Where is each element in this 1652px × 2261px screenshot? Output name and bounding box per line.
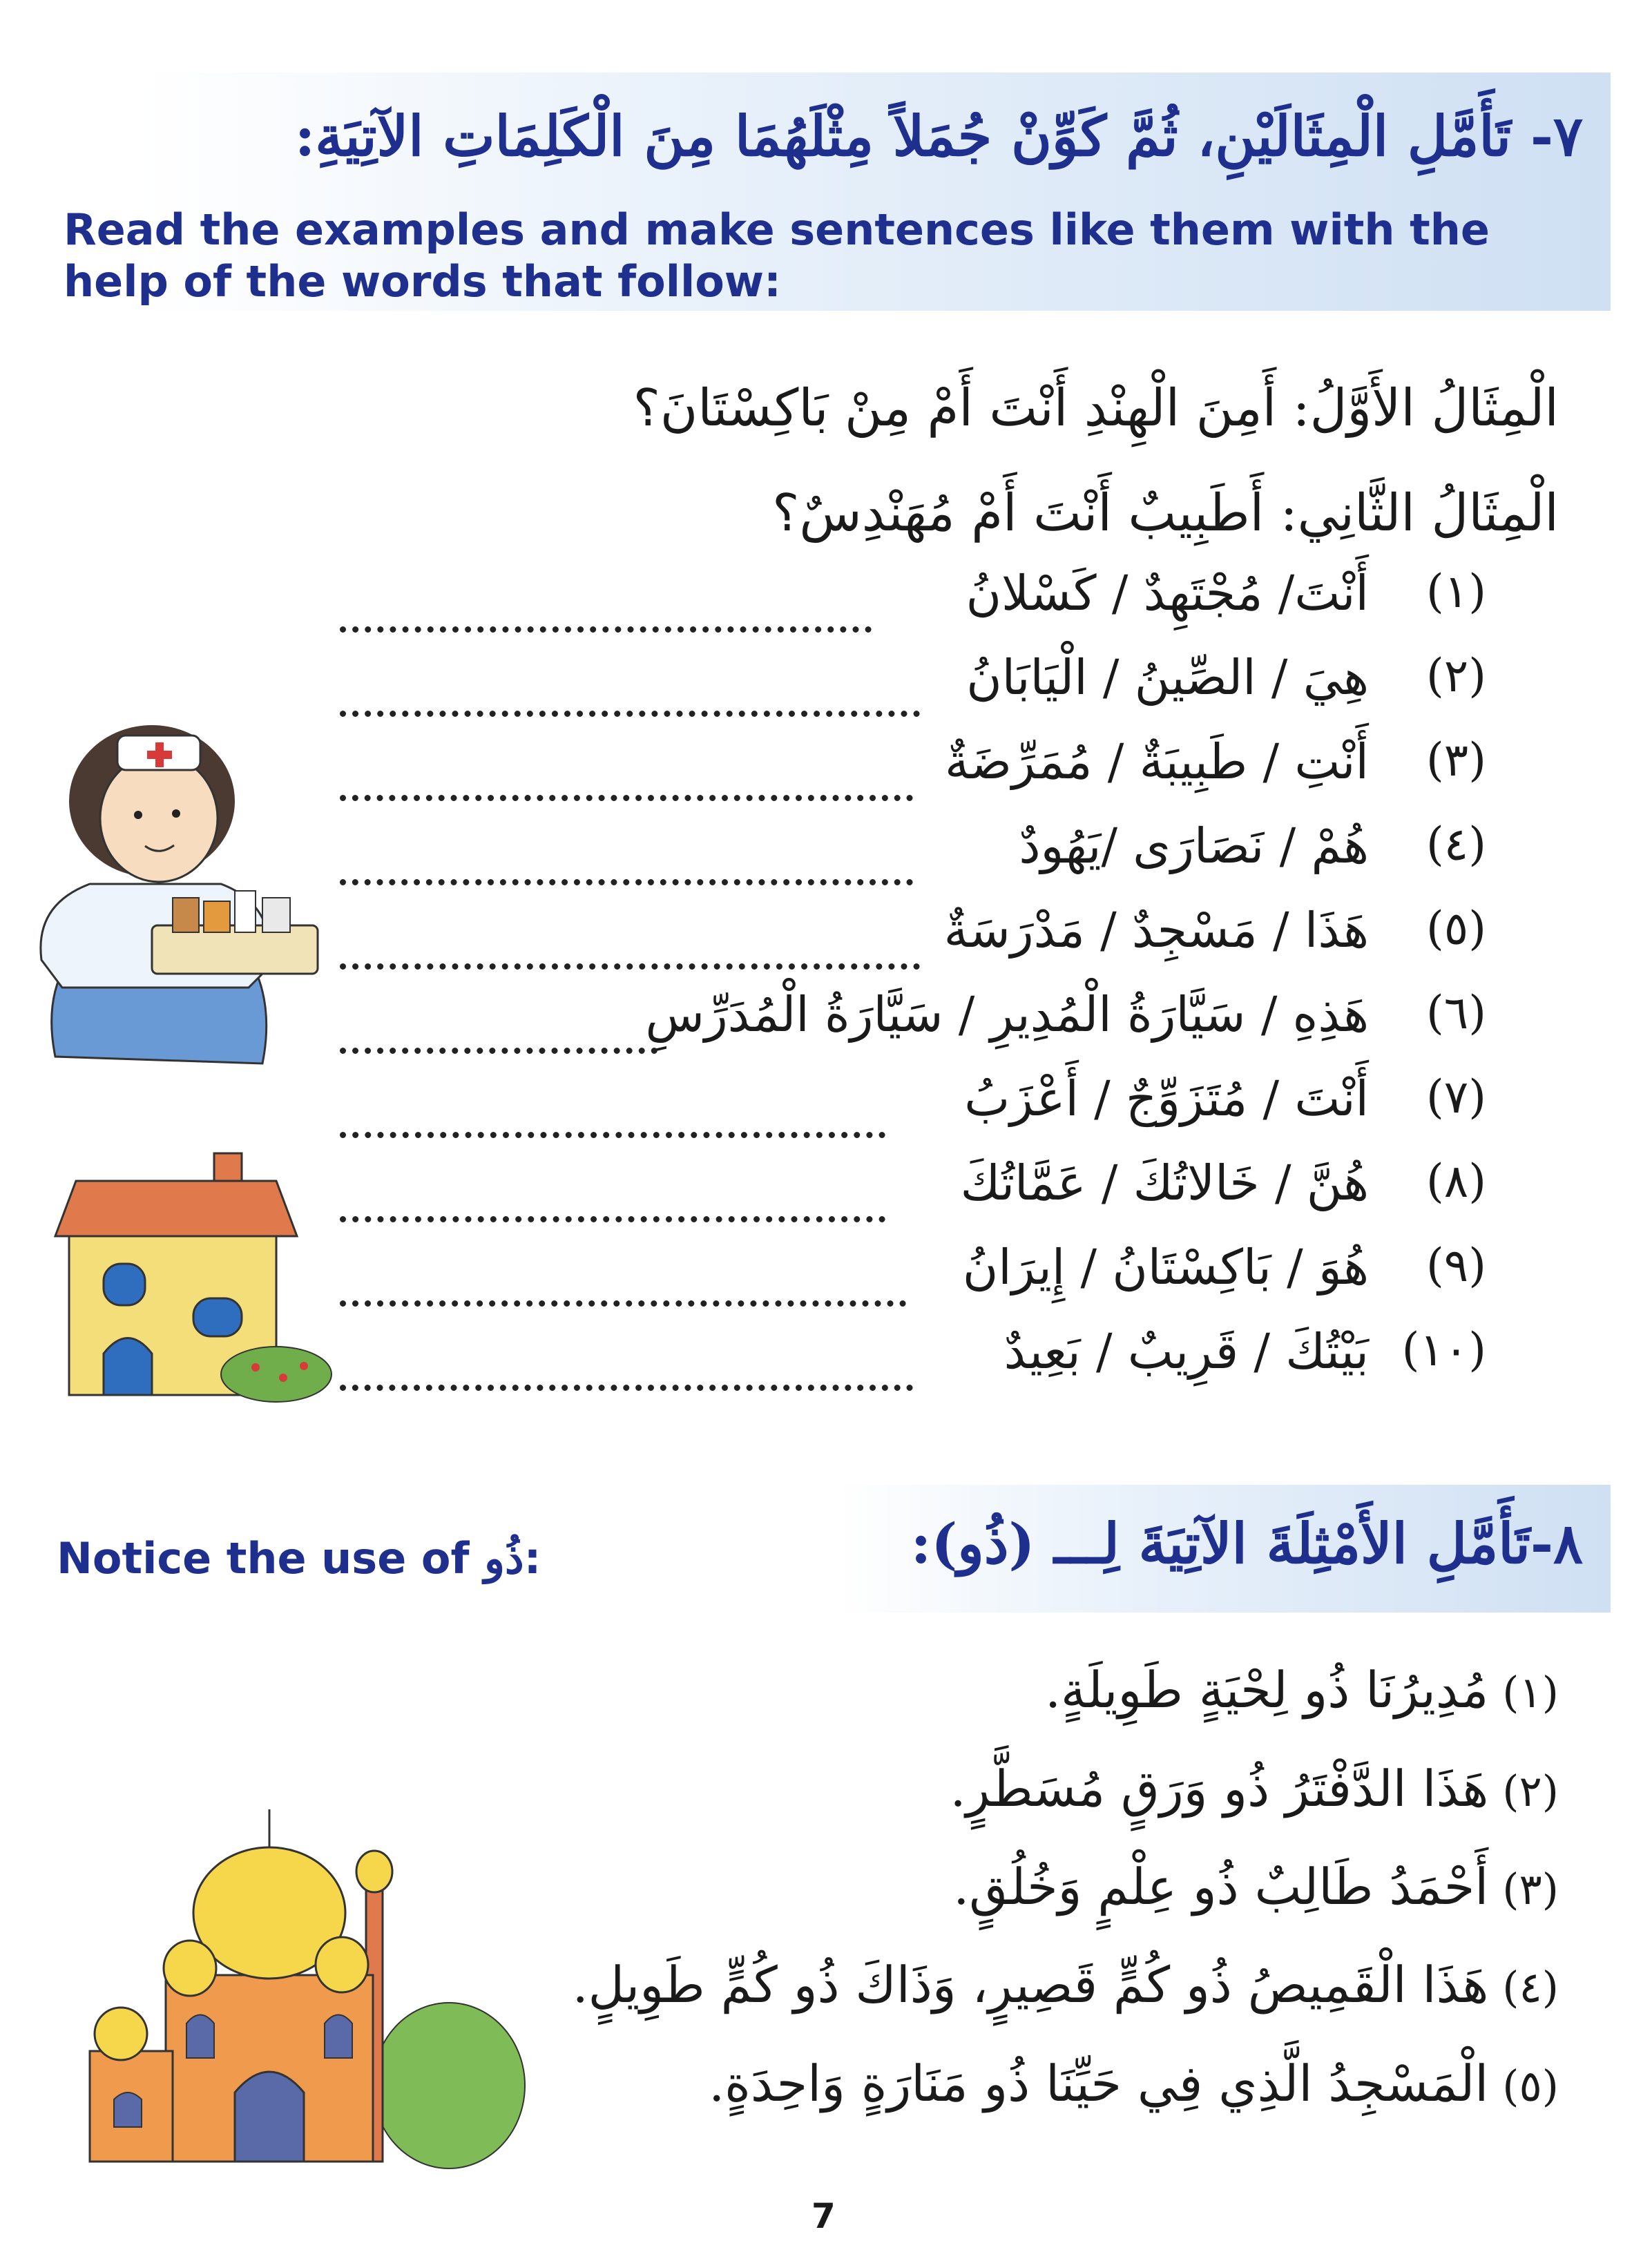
example-sentence xyxy=(1045,1661,1559,1719)
item-number: (٦) xyxy=(1426,986,1486,1039)
sentence-number: (٢) xyxy=(1502,1766,1559,1816)
sentence-number: (٣) xyxy=(1502,1864,1559,1914)
exercise7-heading: ٧- تَأَمَّلِ الْمِثَالَيْنِ، ثُمَّ كَوِّنْ جُمَلاً مِثْلَهُمَا مِنَ الْكَلِمَاتِ الآتِيَةِ: xyxy=(294,104,1583,169)
answer-line[interactable] xyxy=(340,1385,913,1391)
item-words: أَنْتَ / مُتَزَوِّجٌ / أَعْزَبُ xyxy=(964,1070,1369,1127)
example-sentence xyxy=(709,2055,1559,2113)
exercise-item xyxy=(340,733,1486,816)
exercise-item xyxy=(340,902,1486,985)
exercise7-instruction: Read the examples and make sentences like them with the help of the words that follow: xyxy=(64,204,1490,307)
sentence-number: (١) xyxy=(1502,1667,1559,1718)
exercise-item xyxy=(340,1155,1486,1238)
sentence-text: هَذَا الدَّفْتَرُ ذُو وَرَقٍ مُسَطَّرٍ. xyxy=(950,1760,1489,1818)
answer-line[interactable] xyxy=(340,963,920,970)
example-2: الْمِثَالُ الثَّانِي: أَطَبِيبٌ أَنْتَ أَمْ مُهَنْدِسٌ؟ xyxy=(772,483,1559,543)
example-sentence xyxy=(950,1760,1559,1818)
exercise-item xyxy=(340,1323,1486,1406)
answer-line[interactable] xyxy=(340,711,920,717)
item-words: هَذَا / مَسْجِدٌ / مَدْرَسَةٌ xyxy=(943,902,1369,959)
item-number: (٣) xyxy=(1426,733,1486,787)
notice-word: ذُو xyxy=(484,1533,524,1584)
mosque-illustration xyxy=(62,1796,532,2182)
example-sentence xyxy=(573,1956,1559,2014)
sentence-text: هَذَا الْقَمِيصُ ذُو كُمٍّ قَصِيرٍ، وَذَاكَ ذُو كُمٍّ طَوِيلٍ. xyxy=(572,1956,1489,2014)
exercise-item xyxy=(340,565,1486,648)
exercise8-notice xyxy=(57,1533,541,1584)
item-words: أَنْتِ / طَبِيبَةٌ / مُمَرِّضَةٌ xyxy=(944,733,1369,790)
item-number: (١٠) xyxy=(1401,1323,1486,1376)
answer-line[interactable] xyxy=(340,1048,657,1054)
item-words: بَيْتُكَ / قَرِيبٌ / بَعِيدٌ xyxy=(1003,1323,1369,1380)
sentence-number: (٥) xyxy=(1502,2061,1559,2111)
item-number: (٤) xyxy=(1426,818,1486,871)
exercise-item xyxy=(340,818,1486,901)
notice-colon: : xyxy=(524,1533,541,1584)
item-number: (٧) xyxy=(1426,1070,1486,1124)
answer-line[interactable] xyxy=(340,879,913,885)
house-illustration xyxy=(48,1146,338,1409)
exercise-item xyxy=(340,986,1486,1069)
notice-text: Notice the use of xyxy=(57,1533,485,1584)
exercise-item xyxy=(340,1070,1486,1153)
example-sentence xyxy=(953,1858,1559,1916)
item-number: (٩) xyxy=(1426,1239,1486,1292)
item-words: هِيَ / الصِّينُ / الْيَابَانُ xyxy=(966,649,1369,706)
answer-line[interactable] xyxy=(340,626,872,633)
answer-line[interactable] xyxy=(340,795,913,801)
item-number: (١) xyxy=(1426,565,1486,618)
item-number: (٢) xyxy=(1426,649,1486,702)
sentence-number: (٤) xyxy=(1502,1962,1559,2012)
item-words: هُنَّ / خَالاتُكَ / عَمَّاتُكَ xyxy=(960,1155,1369,1211)
item-words: أَنْتَ/ مُجْتَهِدٌ / كَسْلانُ xyxy=(966,565,1369,622)
item-words: هُمْ / نَصَارَى /يَهُودٌ xyxy=(1019,818,1369,874)
answer-line[interactable] xyxy=(340,1300,906,1307)
item-words: هَذِهِ / سَيَّارَةُ الْمُدِيرِ / سَيَّارَةُ الْمُدَرِّسِ xyxy=(645,986,1369,1043)
sentence-text: مُدِيرُنَا ذُو لِحْيَةٍ طَوِيلَةٍ. xyxy=(1045,1661,1489,1719)
exercise-item xyxy=(340,649,1486,732)
nurse-illustration xyxy=(14,697,338,1084)
sentence-text: الْمَسْجِدُ الَّذِي فِي حَيِّنَا ذُو مَنَارَةٍ وَاحِدَةٍ. xyxy=(709,2055,1489,2113)
answer-line[interactable] xyxy=(340,1132,885,1138)
answer-line[interactable] xyxy=(340,1216,885,1222)
sentence-text: أَحْمَدُ طَالِبٌ ذُو عِلْمٍ وَخُلُقٍ. xyxy=(953,1858,1489,1916)
example-1: الْمِثَالُ الأَوَّلُ: أَمِنَ الْهِنْدِ أَنْتَ أَمْ مِنْ بَاكِسْتَانَ؟ xyxy=(633,378,1559,438)
page-number: 7 xyxy=(811,2196,836,2236)
item-number: (٥) xyxy=(1426,902,1486,955)
exercise-item xyxy=(340,1239,1486,1322)
item-words: هُوَ / بَاكِسْتَانُ / إِيرَانُ xyxy=(962,1239,1369,1296)
exercise8-heading: ٨-تَأَمَّلِ الأَمْثِلَةَ الآتِيَةَ لِـــ (ذُو): xyxy=(910,1511,1583,1576)
item-number: (٨) xyxy=(1426,1155,1486,1208)
